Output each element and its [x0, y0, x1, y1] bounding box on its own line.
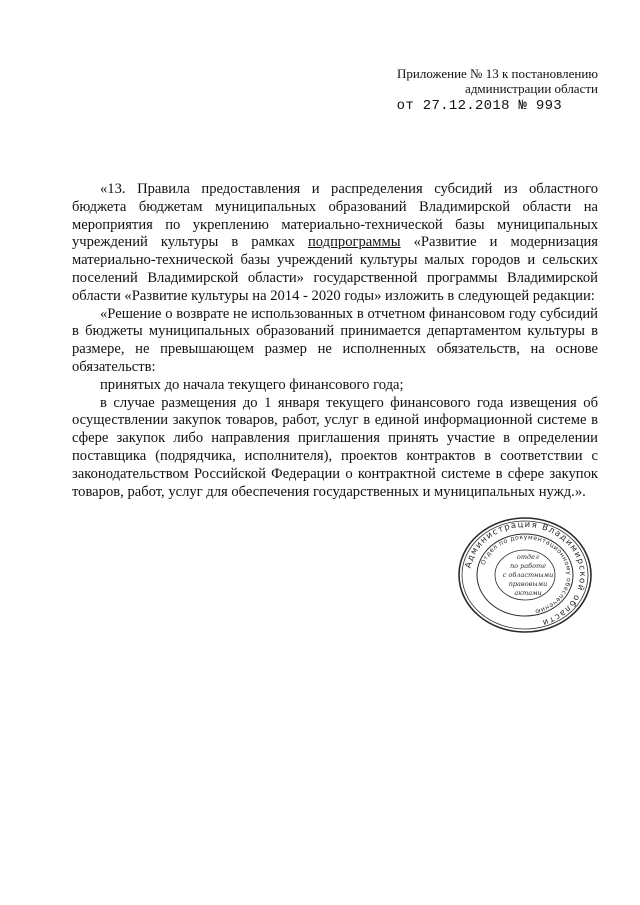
paragraph-decision: «Решение о возврате не использованных в отчетном финансовом году субсидий в бюджеты муниципальных образований принимается департаментом культуры в размере, не превышающем размер не исполненных обязательств, на основе обязательств: — [72, 305, 598, 375]
seal-inner-ring-text: Отдел по документационному обеспечению — [479, 533, 573, 616]
appendix-date-number: от 27.12.2018 № 993 — [396, 98, 562, 114]
paragraph-condition-1: принятых до начала текущего финансового года; — [100, 376, 404, 393]
paragraph-condition-2: в случае размещения до 1 января текущего финансового года извещения об осуществлении закупок товаров, работ, услуг в единой информационной системе в сфере закупок либо направления приглашения принять участие в определении поставщика (подрядчика, исполнителя), проектов контрактов в соответствии с законодательством Российской Федерации о контрактной системе в сфере закупок товаров, работ, услуг для обеспечения государственных и муниципальных нужд.». — [72, 394, 598, 500]
appendix-authority: администрации области — [465, 81, 598, 96]
document-body — [72, 181, 598, 501]
subprogram-link[interactable]: подпрограммы — [308, 234, 401, 251]
seal-center-line: с областными — [502, 571, 554, 579]
seal-center-line: правовыми — [508, 580, 548, 588]
appendix-title: Приложение № 13 к постановлению — [397, 66, 598, 81]
seal-center-line: отдел — [516, 553, 540, 561]
paragraph-rule-13-start: «13. Правила предоставления и распределения субсидий из областного бюджета бюджетам муниципальных образований Владимирской области на мероприятия по укреплению материально-технической базы муниципальных учреждений культуры в рамках — [72, 181, 598, 251]
appendix-header — [397, 66, 598, 114]
seal-outer-text: Администрация Владимирской области — [463, 519, 588, 628]
seal-center-line: актами — [514, 589, 542, 597]
seal-center-line: по работе — [509, 562, 547, 570]
paragraph-rule-13 — [72, 181, 598, 306]
paragraph-rule-13-end: «Развитие и модернизация материально-технической базы учреждений культуры малых городов и сельских поселений Владимирской области» государственной программы Владимирской области «Развитие культуры на 2014 - 2020 годы» изложить в следующей редакции: — [72, 234, 598, 304]
official-seal-stamp — [452, 515, 598, 635]
